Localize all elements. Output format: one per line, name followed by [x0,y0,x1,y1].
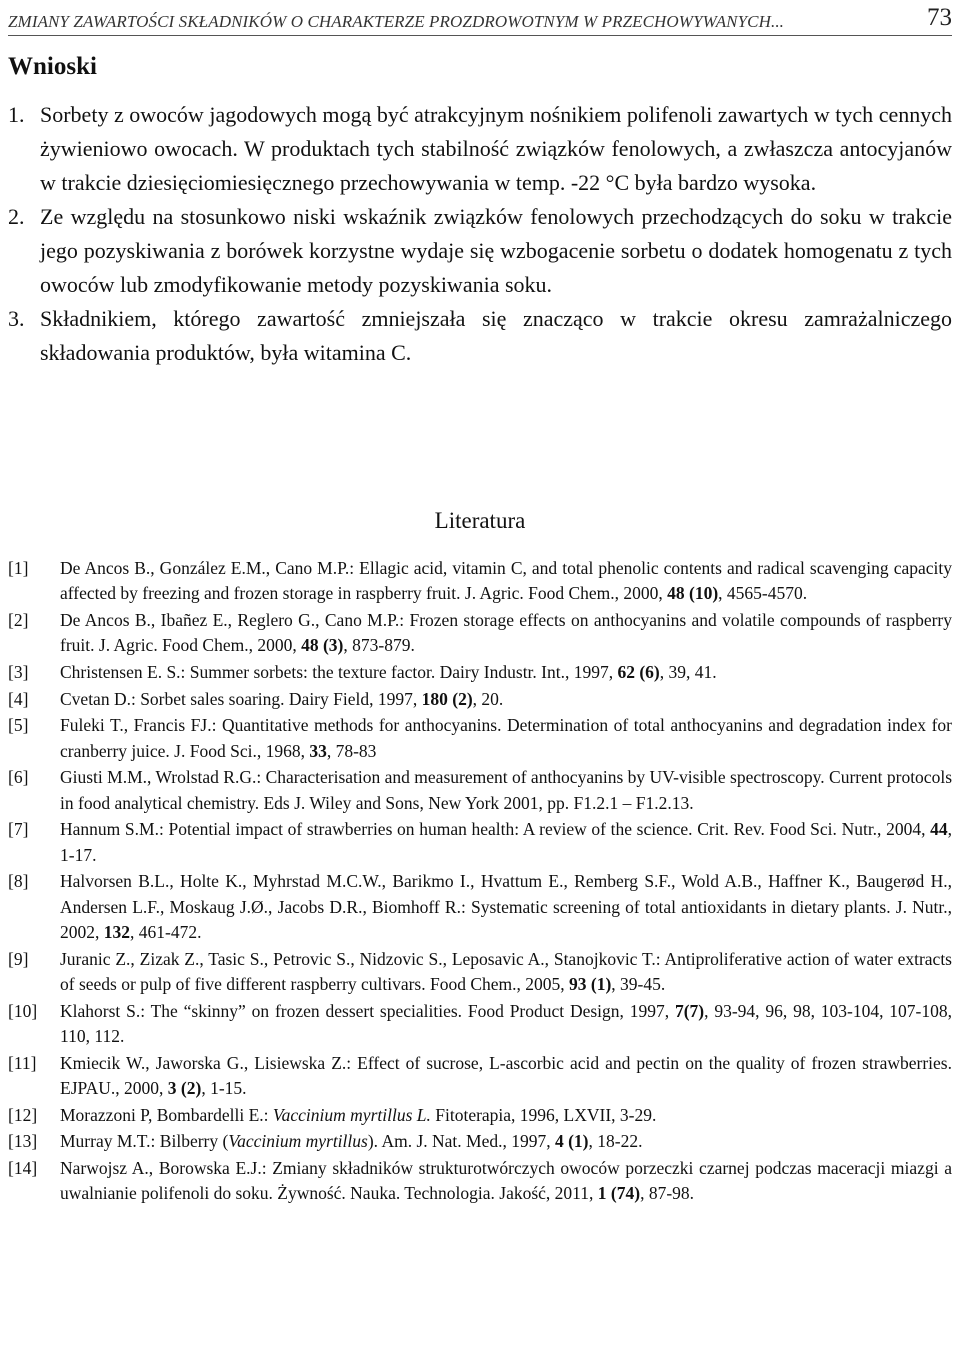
reference-text [60,947,952,998]
running-header [8,2,952,32]
reference-number: [1] [8,558,29,578]
references-list [8,556,952,1208]
reference-segment: Fuleki T., Francis FJ.: Quantitative methods for anthocyanins. Determination of total anthocyanins and degradation index for cranberry juice. J. Food Sci., 1968, [60,715,952,761]
reference-text [60,869,952,945]
reference-item [8,869,952,945]
reference-item [8,947,952,998]
header-rule [8,35,952,36]
reference-number: [12] [8,1104,38,1125]
reference-segment: , 87-98. [640,1183,695,1204]
conclusion-number: 2. [8,204,25,229]
conclusion-text: Ze względu na stosunkowo niski wskaźnik związków fenolowych przechodzących do soku w trakcie jego pozyskiwania z borówek korzystne wydaje się wzbogacenie sorbetu o dodatek homogenatu z tych owoców lub zmodyfikowanie metody pozyskiwania soku. [40,204,952,297]
reference-segment: , 78-83 [326,740,377,761]
page-number: 73 [927,4,952,31]
reference-item [8,556,952,607]
conclusion-item [8,302,952,370]
reference-number: [14] [8,1157,38,1178]
reference-item [8,999,952,1050]
reference-text [60,556,952,607]
reference-item [8,765,952,816]
reference-text [60,999,952,1050]
running-title: ZMIANY ZAWARTOŚCI SKŁADNIKÓW O CHARAKTERZE PROZDROWOTNYM W PRZECHOWYWANYCH... [8,12,785,31]
reference-segment: , 873-879. [343,635,415,656]
reference-segment: , 1-17. [60,819,952,865]
conclusion-number: 1. [8,102,25,127]
reference-number: [2] [8,609,29,630]
reference-volume: 180 (2) [421,688,473,709]
reference-item [8,687,952,712]
reference-volume: 132 [103,921,130,942]
reference-text [60,660,952,685]
reference-segment: Kmiecik W., Jaworska G., Lisiewska Z.: Effect of sucrose, L-ascorbic acid and pectin on the quality of frozen strawberries. EJPAU., 2000, [60,1052,952,1098]
reference-segment: Cvetan D.: Sorbet sales soaring. Dairy Field, 1997, [60,688,422,709]
reference-segment: Juranic Z., Zizak Z., Tasic S., Petrovic S., Nidzovic S., Leposavic A., Stanojkovic T.: Antiproliferative action of water extracts of seeds or pulp of five different raspberry cultivars. Food Chem., 2005, [60,948,952,994]
reference-segment: Giusti M.M., Wrolstad R.G.: Characterisation and measurement of anthocyanins by UV-visible spectroscopy. Current protocols in food analytical chemistry. Eds J. Wiley and Sons, New York 2001, pp. F1.2.1 – F1.2.13. [60,767,952,813]
reference-text [60,765,952,816]
reference-text [60,608,952,659]
reference-number: [5] [8,715,29,736]
reference-segment: , 4565-4570. [718,583,808,604]
reference-volume: 4 (1) [554,1131,589,1152]
conclusion-item [8,200,952,302]
reference-segment: Christensen E. S.: Summer sorbets: the texture factor. Dairy Industr. Int., 1997, [60,661,618,682]
reference-species: Vaccinium myrtillus [228,1131,368,1152]
reference-number: [9] [8,948,29,969]
reference-segment: , 39, 41. [659,661,717,682]
reference-number: [10] [8,1000,38,1021]
reference-segment: Hannum S.M.: Potential impact of strawberries on human health: A review of the science. Crit. Rev. Food Sci. Nutr., 2004, [60,819,931,840]
reference-segment: Morazzoni P, Bombardelli E.: [60,1104,273,1125]
reference-text [60,1129,952,1154]
reference-volume: 3 (2) [167,1077,202,1098]
reference-text [60,687,952,712]
reference-text [60,713,952,764]
reference-item [8,1129,952,1154]
reference-item [8,817,952,868]
reference-number: [3] [8,661,29,682]
reference-number: [4] [8,688,29,709]
reference-number: [7] [8,819,29,840]
reference-segment: De Ancos B., González E.M., Cano M.P.: Ellagic acid, vitamin C, and total phenolic contents and radical scavenging capacity affected by freezing and frozen storage in raspberry fruit. J. Agric. Food Chem., 2000, [60,558,952,604]
reference-number: [11] [8,1052,37,1073]
conclusions-title: Wnioski [8,53,97,80]
reference-volume: 48 (3) [301,635,344,656]
reference-number: [13] [8,1131,38,1152]
conclusions-list [8,98,952,370]
reference-segment: ). Am. J. Nat. Med., 1997, [367,1131,555,1152]
reference-item [8,1156,952,1207]
reference-item [8,713,952,764]
reference-volume: 7(7) [674,1000,705,1021]
reference-segment: De Ancos B., Ibañez E., Reglero G., Cano M.P.: Frozen storage effects on anthocyanins and volatile compounds of raspberry fruit. J. Agric. Food Chem., 2000, [60,609,952,656]
conclusion-text: Składnikiem, którego zawartość zmniejszała się znacząco w trakcie okresu zamrażalniczego składowania produktów, była witamina C. [40,306,952,365]
reference-segment: Narwojsz A., Borowska E.J.: Zmiany składników strukturotwórczych owoców porzeczki czarnej podczas maceracji miazgi a uwalnianie polifenoli do soku. Żywność. Nauka. Technologia. Jakość, 2011, [60,1157,952,1204]
reference-number: [8] [8,871,29,892]
reference-segment: , 18-22. [588,1131,643,1152]
reference-volume: 33 [309,740,327,761]
references-title: Literatura [434,508,526,533]
reference-segment: , 1-15. [201,1077,247,1098]
reference-segment: , 93-94, 96, 98, 103-104, 107-108, 110, 112. [60,1000,953,1046]
reference-text [60,1051,952,1102]
reference-segment: , 39-45. [611,973,666,994]
reference-volume: 62 (6) [617,661,660,682]
reference-item [8,1103,952,1128]
reference-volume: 44 [930,819,948,840]
reference-number: [6] [8,767,29,788]
reference-item [8,660,952,685]
reference-text [60,1103,952,1128]
reference-item [8,608,952,659]
reference-volume: 93 (1) [569,973,612,994]
reference-segment: Fitoterapia, 1996, LXVII, 3-29. [430,1104,657,1125]
conclusion-item [8,98,952,200]
reference-volume: 48 (10) [667,583,719,604]
reference-item [8,1051,952,1102]
reference-text [60,817,952,868]
reference-segment: , 461-472. [130,921,202,942]
reference-segment: Halvorsen B.L., Holte K., Myhrstad M.C.W., Barikmo I., Hvattum E., Remberg S.F., Wold A.B., Haffner K., Baugerød H., Andersen L.F., Moskaug J.Ø., Jacobs D.R., Biomhoff R.: Systematic screening of total antioxidants in dietary plants. J. Nutr., 2002, [60,871,952,942]
reference-segment: Klahorst S.: The “skinny” on frozen dessert specialities. Food Product Design, 1997, [60,1000,675,1021]
conclusion-text: Sorbety z owoców jagodowych mogą być atrakcyjnym nośnikiem polifenoli zawartych w tych cennych żywieniowo owocach. W produktach tych stabilność związków fenolowych, a zwłaszcza antocyjanów w trakcie dziesięciomiesięcznego przechowywania w temp. -22 °C była bardzo wysoka. [40,102,952,195]
reference-text [60,1156,952,1207]
reference-segment: Murray M.T.: Bilberry ( [60,1131,229,1152]
conclusion-number: 3. [8,306,25,331]
reference-segment: , 20. [472,688,504,709]
reference-volume: 1 (74) [597,1183,641,1204]
reference-species: Vaccinium myrtillus L. [272,1104,431,1125]
